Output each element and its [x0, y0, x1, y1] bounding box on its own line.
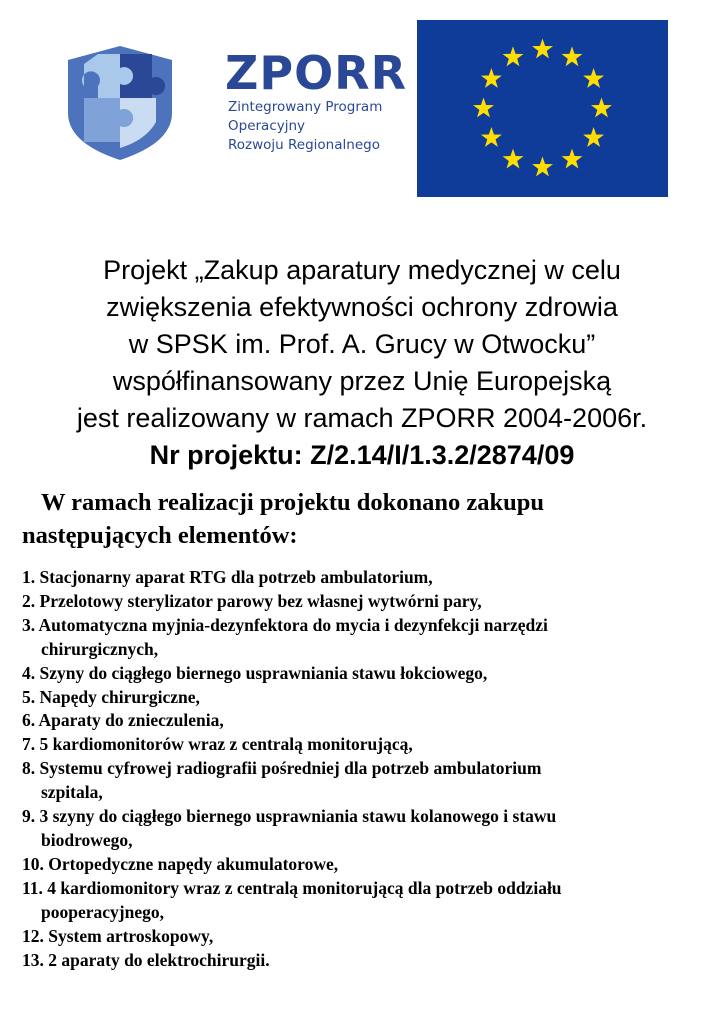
intro-line: następujących elementów:: [22, 522, 298, 549]
eu-star-icon: [583, 127, 604, 147]
eu-star-icon: [481, 127, 502, 147]
list-item: 13. 2 aparaty do elektrochirurgii.: [22, 949, 270, 970]
list-item: 9. 3 szyny do ciągłego biernego usprawniania stawu kolanowego i stawu: [22, 806, 557, 827]
project-heading: [0, 252, 724, 474]
list-item-continuation: pooperacyjnego,: [41, 901, 164, 922]
eu-star-icon: [473, 98, 494, 118]
eu-star-icon: [532, 157, 553, 177]
intro-line: W ramach realizacji projektu dokonano zakupu: [41, 489, 544, 516]
list-item: 6. Aparaty do znieczulenia,: [22, 710, 224, 731]
list-item-continuation: biodrowego,: [41, 829, 133, 850]
heading-line: Projekt „Zakup aparatury medycznej w celu: [103, 255, 621, 285]
list-item: 1. Stacjonarny aparat RTG dla potrzeb ambulatorium,: [22, 567, 433, 587]
list-item: 11. 4 kardiomonitory wraz z centralą monitorującą dla potrzeb oddziału: [22, 877, 562, 898]
eu-stars-icon: [417, 20, 668, 197]
list-item-continuation: szpitala,: [41, 782, 103, 803]
zporr-subtitle-line: Zintegrowany Program: [228, 99, 383, 115]
heading-line: jest realizowany w ramach ZPORR 2004-2006r.: [76, 403, 648, 433]
list-item: 5. Napędy chirurgiczne,: [22, 686, 200, 707]
list-item: 10. Ortopedyczne napędy akumulatorowe,: [22, 853, 339, 874]
intro-text: [22, 486, 702, 552]
eu-star-icon: [562, 46, 583, 66]
zporr-subtitle-line: Operacyjny: [228, 118, 306, 134]
list-item: 4. Szyny do ciągłego biernego usprawniania stawu łokciowego,: [22, 662, 488, 683]
list-item: 7. 5 kardiomonitorów wraz z centralą monitorującą,: [22, 734, 413, 755]
list-item: 8. Systemu cyfrowej radiografii pośredniej dla potrzeb ambulatorium: [22, 758, 542, 779]
eu-star-icon: [591, 98, 612, 118]
eu-star-icon: [532, 39, 553, 59]
eu-star-icon: [481, 68, 502, 88]
eu-flag: [417, 20, 668, 197]
list-item-continuation: chirurgicznych,: [41, 638, 159, 659]
heading-line: współfinansowany przez Unię Europejską: [112, 366, 612, 396]
eu-star-icon: [562, 149, 583, 169]
zporr-subtitle: [228, 98, 382, 155]
eu-star-icon: [503, 46, 524, 66]
puzzle-logo-icon: [60, 38, 180, 163]
heading-line: zwiększenia efektywności ochrony zdrowia: [106, 292, 618, 322]
zporr-subtitle-line: Rozwoju Regionalnego: [228, 137, 380, 153]
list-item: 3. Automatyczna myjnia-dezynfektora do mycia i dezynfekcji narzędzi: [22, 614, 548, 635]
zporr-title: ZPORR: [225, 46, 408, 100]
project-number: Nr projektu: Z/2.14/I/1.3.2/2874/09: [149, 440, 575, 470]
list-item: 2. Przelotowy sterylizator parowy bez własnej wytwórni pary,: [22, 590, 482, 611]
eu-star-icon: [503, 149, 524, 169]
eu-star-icon: [583, 68, 604, 88]
purchased-items-list: [22, 566, 712, 972]
heading-line: w SPSK im. Prof. A. Grucy w Otwocku”: [128, 329, 596, 359]
zporr-logo: [60, 38, 408, 168]
list-item: 12. System artroskopowy,: [22, 925, 214, 946]
